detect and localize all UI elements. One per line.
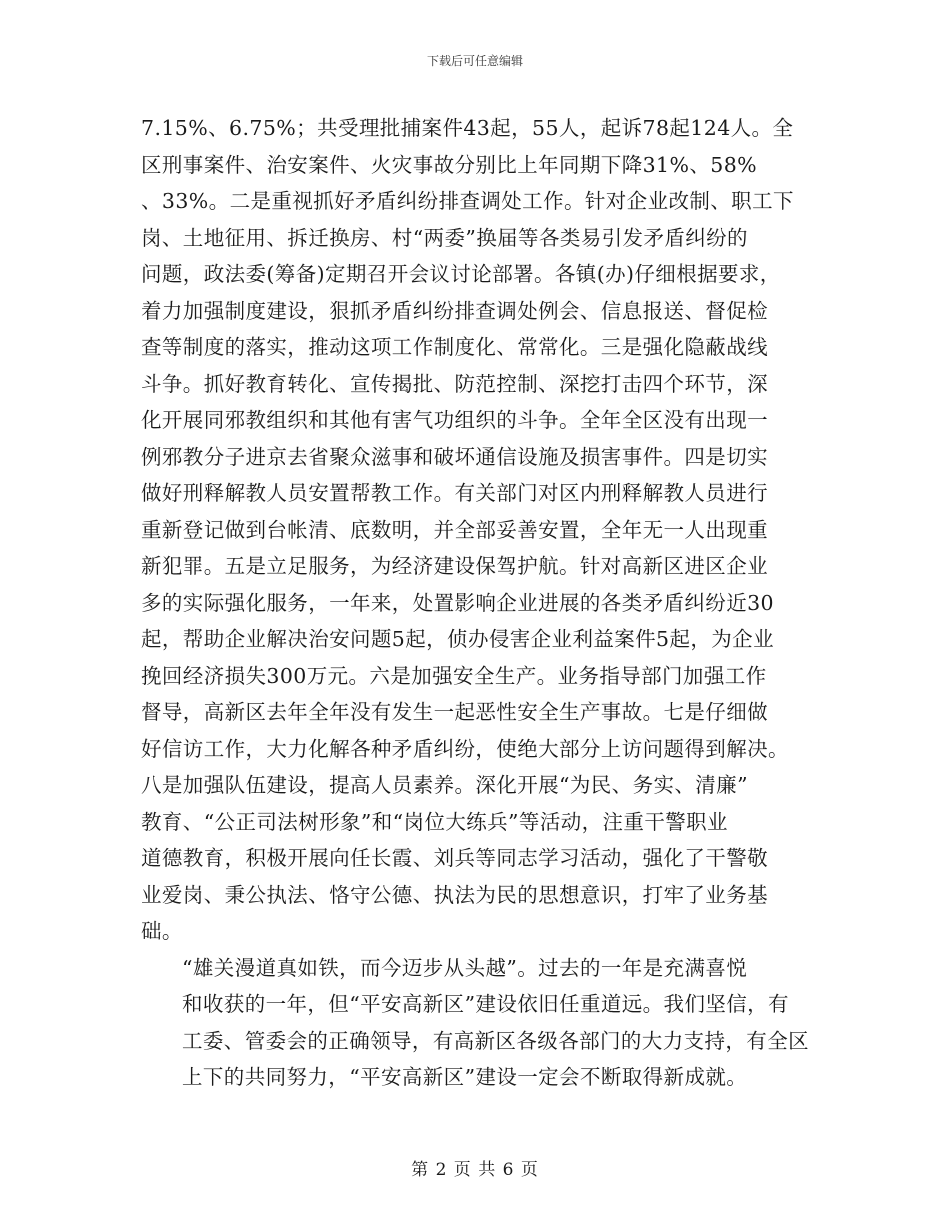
text-line: 问题，政法委(筹备)定期召开会议讨论部署。各镇(办)仔细根据要求， — [141, 262, 781, 286]
text-line: 新犯罪。五是立足服务，为经济建设保驾护航。针对高新区进区企业 — [141, 554, 768, 578]
text-line: 岗、土地征用、拆迁换房、村“两委”换届等各类易引发矛盾纠纷的 — [141, 225, 748, 250]
text-line: 础。 — [141, 919, 183, 943]
text-line: 多的实际强化服务，一年来，处置影响企业进展的各类矛盾纠纷近30 — [141, 590, 774, 615]
document-body — [141, 110, 809, 1096]
text-line: 业爱岗、秉公执法、恪守公德、执法为民的思想意识，打牢了业务基 — [141, 882, 768, 907]
text-line: 、33%。二是重视抓好矛盾纠纷排查调处工作。针对企业改制、职工下 — [141, 189, 794, 213]
text-line: 斗争。抓好教育转化、宣传揭批、防范控制、深挖打击四个环节，深 — [141, 371, 768, 396]
text-line: “雄关漫道真如铁，而今迈步从头越”。过去的一年是充满喜悦 — [182, 955, 748, 980]
text-line: 区刑事案件、治安案件、火灾事故分别比上年同期下降31%、58% — [141, 152, 758, 177]
text-line: 化开展同邪教组织和其他有害气功组织的斗争。全年全区没有出现一 — [141, 408, 768, 432]
text-line: 八是加强队伍建设，提高人员素养。深化开展“为民、务实、清廉” — [141, 773, 748, 797]
text-line: 着力加强制度建设，狠抓矛盾纠纷排查调处例会、信息报送、督促检 — [141, 298, 768, 323]
paragraph-1 — [141, 110, 809, 950]
text-line: 例邪教分子进京去省聚众滋事和破坏通信设施及损害事件。四是切实 — [141, 444, 768, 469]
text-line: 教育、“公正司法树形象”和“岗位大练兵”等活动，注重干警职业 — [141, 809, 728, 834]
paragraph-2 — [141, 950, 809, 1096]
text-line: 做好刑释解教人员安置帮教工作。有关部门对区内刑释解教人员进行 — [141, 481, 768, 505]
text-line: 起，帮助企业解决治安问题5起，侦办侵害企业利益案件5起，为企业 — [141, 627, 774, 651]
text-line: 重新登记做到台帐清、底数明，并全部妥善安置，全年无一人出现重 — [141, 517, 768, 542]
text-line: 上下的共同努力，“平安高新区”建设一定会不断取得新成就。 — [182, 1065, 748, 1089]
text-line: 督导，高新区去年全年没有发生一起恶性安全生产事故。七是仔细做 — [141, 700, 768, 724]
text-line: 好信访工作，大力化解各种矛盾纠纷，使绝大部分上访问题得到解决。 — [141, 736, 789, 761]
text-line: 道德教育，积极开展向任长霞、刘兵等同志学习活动，强化了干警敬 — [141, 846, 768, 870]
text-line: 7.15%、6.75%；共受理批捕案件43起，55人，起诉78起124人。全 — [141, 116, 794, 140]
page-header-note: 下载后可任意编辑 — [426, 54, 523, 68]
text-line: 挽回经济损失300万元。六是加强安全生产。业务指导部门加强工作 — [141, 663, 767, 688]
page-number: 第 2 页 共 6 页 — [411, 1160, 539, 1180]
text-line: 查等制度的落实，推动这项工作制度化、常常化。三是强化隐蔽战线 — [141, 335, 768, 359]
text-line: 和收获的一年，但“平安高新区”建设依旧任重道远。我们坚信，有 — [182, 992, 789, 1016]
text-line: 工委、管委会的正确领导，有高新区各级各部门的大力支持，有全区 — [182, 1028, 809, 1053]
